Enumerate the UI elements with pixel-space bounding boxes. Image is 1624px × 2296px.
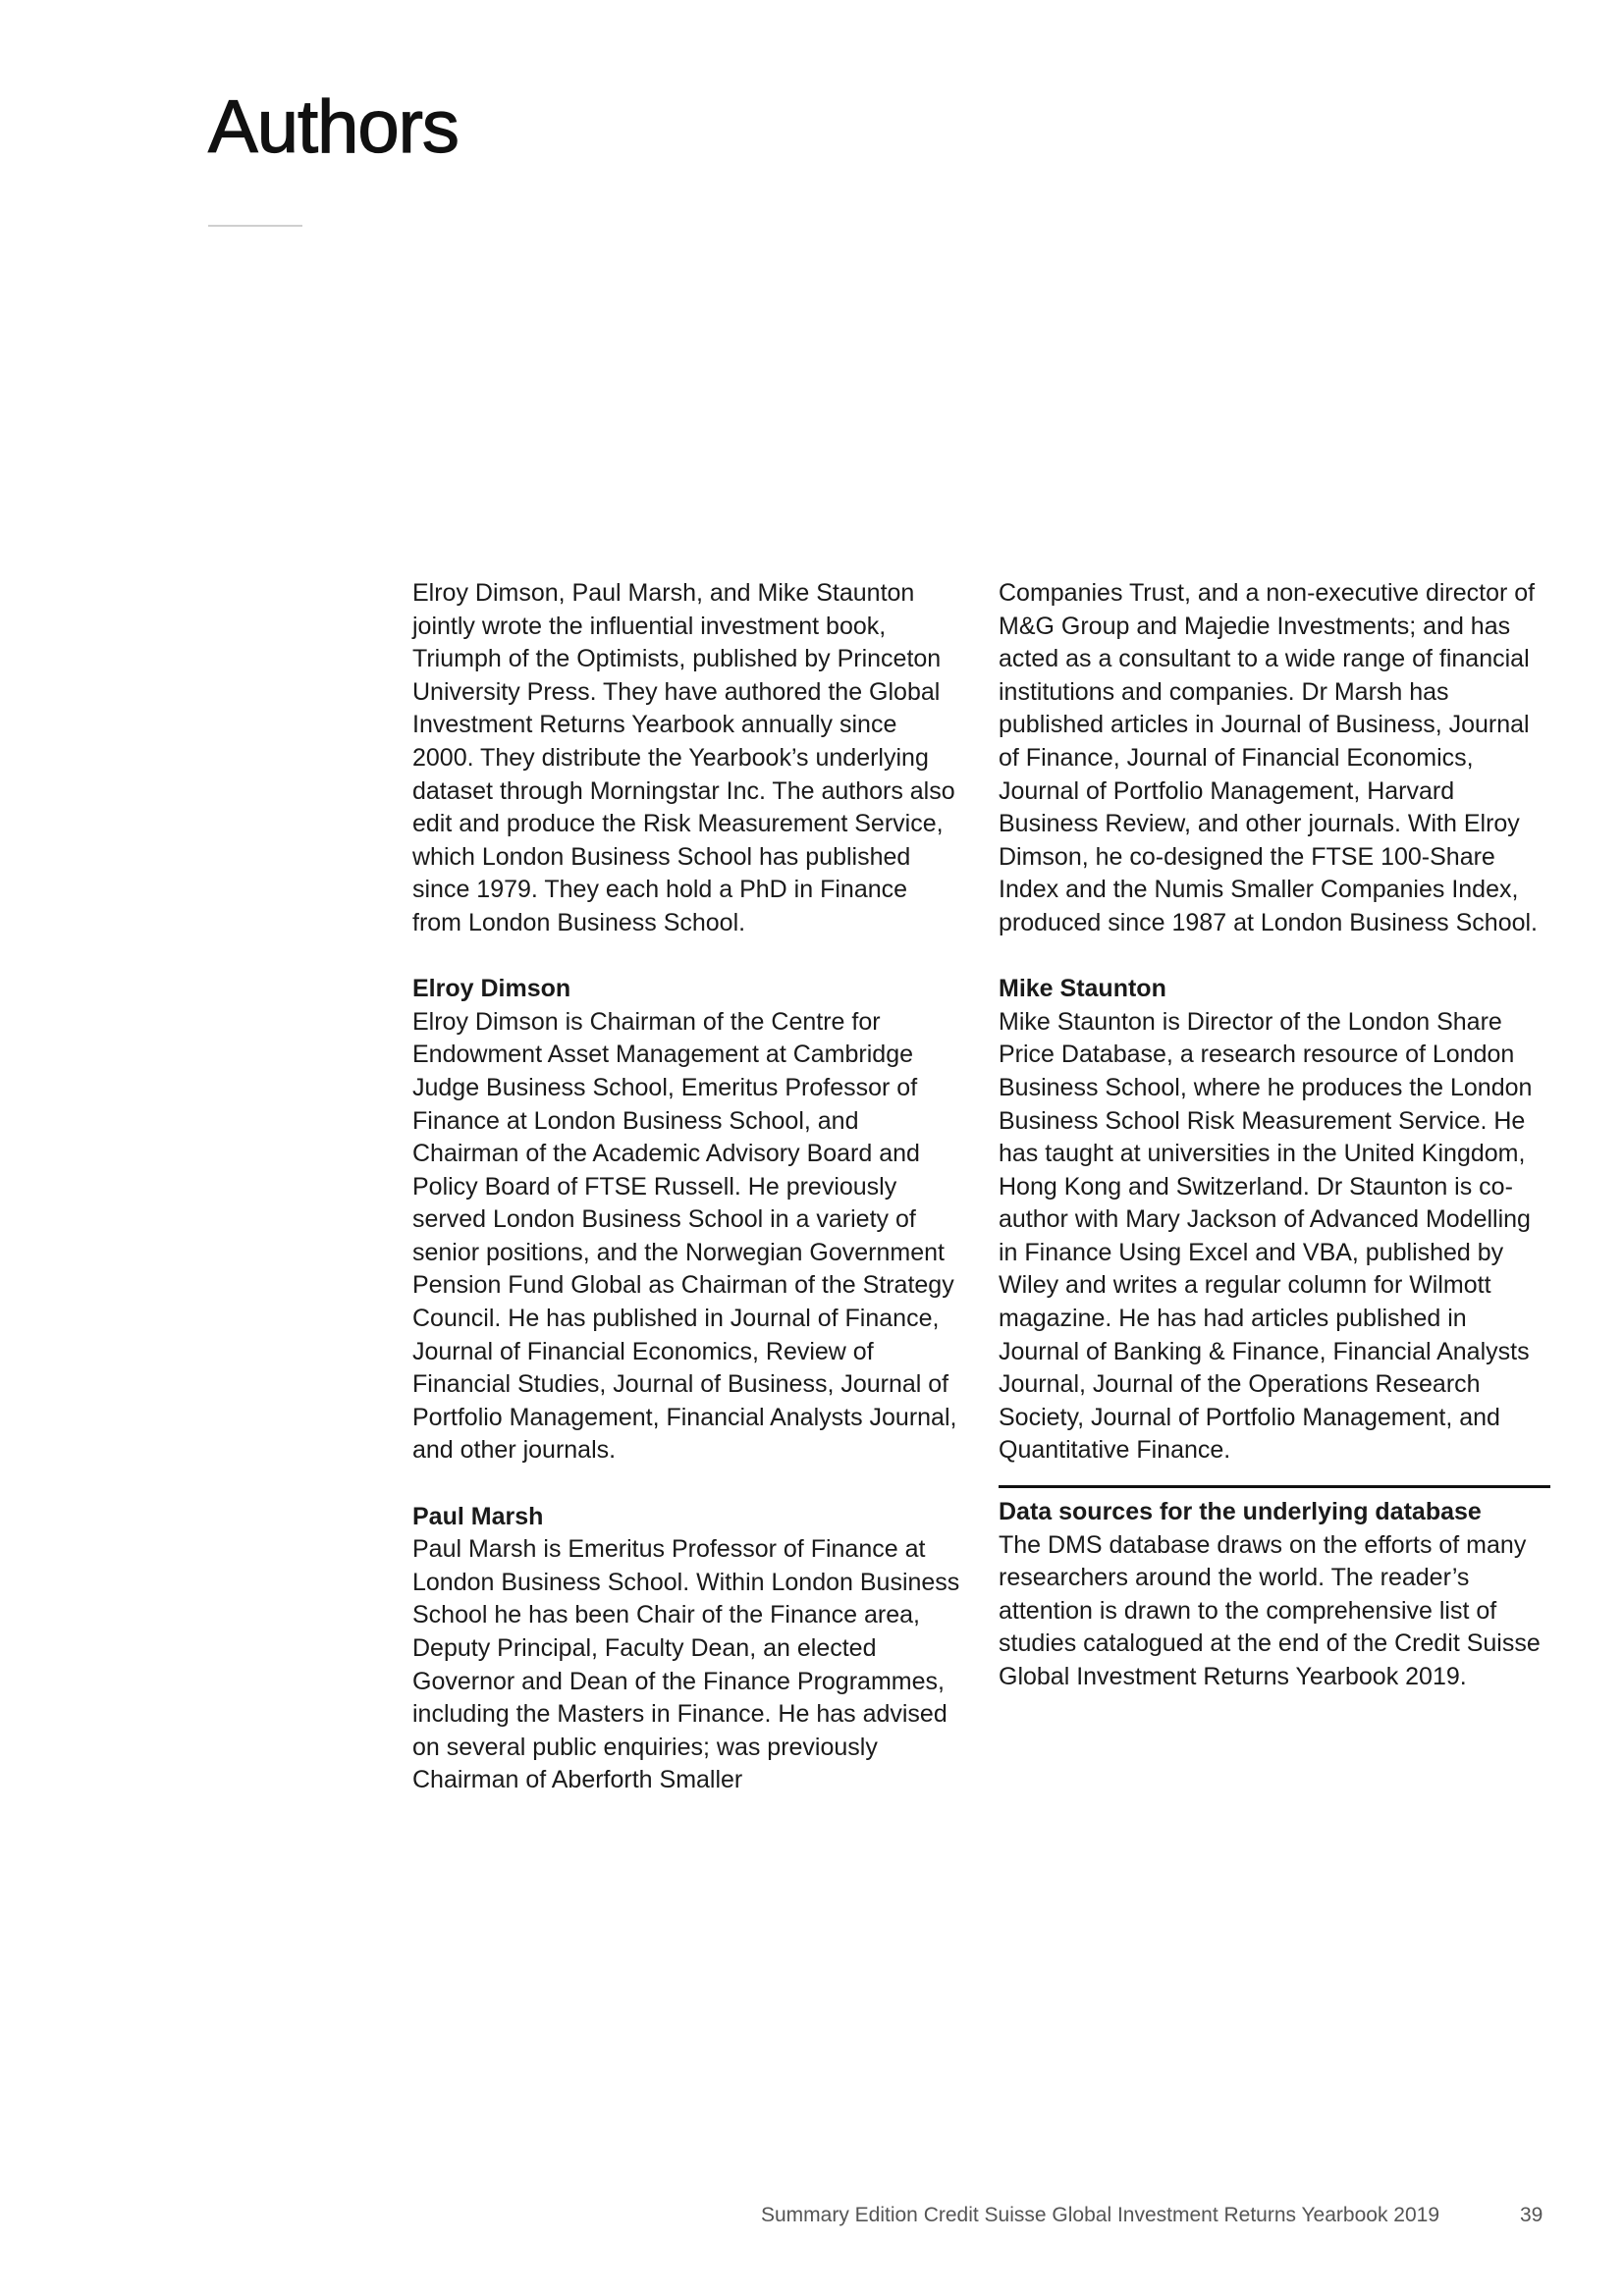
data-sources-heading: Data sources for the underlying database bbox=[999, 1498, 1482, 1526]
author-bio-staunton: Mike Staunton is Director of the London Share Price Database, a research resource of London Business School, where he produces the London Business School Risk Measurement Service. He has taught at universities in the United Kingdom, Hong Kong and Switzerland. Dr Staunton is co-author with Mary Jackson of Advanced Modelling in Finance Using Excel and VBA, published by Wiley and writes a regular column for Wilmott magazine. He has had articles published in Journal of Banking & Finance, Financial Analysts Journal, Journal of the Operations Research Society, Journal of Portfolio Management, and Quantitative Finance. bbox=[999, 1007, 1533, 1465]
title-divider bbox=[208, 225, 302, 227]
author-name-dimson: Elroy Dimson bbox=[412, 975, 571, 1003]
data-sources-text: The DMS database draws on the efforts of many researchers around the world. The reader’s attention is drawn to the comprehensive list of studies catalogued at the end of the Credit Suisse Global Investment Returns Yearbook 2019. bbox=[999, 1530, 1541, 1690]
page-title: Authors bbox=[208, 85, 459, 169]
author-name-staunton: Mike Staunton bbox=[999, 975, 1166, 1003]
author-bio-dimson: Elroy Dimson is Chairman of the Centre for Endowment Asset Management at Cambridge Judge Business School, Emeritus Professor of Finance at London Business School, and Chairman of the Academic Advisory Board and Policy Board of FTSE Russell. He previously served London Business School in a variety of senior positions, and the Norwegian Government Pension Fund Global as Chairman of the Strategy Council. He has published in Journal of Finance, Journal of Financial Economics, Review of Financial Studies, Journal of Business, Journal of Portfolio Management, Financial Analysts Journal, and other journals. bbox=[412, 1007, 957, 1465]
author-bio-marsh: Paul Marsh is Emeritus Professor of Finance at London Business School. Within London Business School he has been Chair of the Finance area, Deputy Principal, Faculty Dean, an elected Governor and Dean of the Finance Programmes, including the Masters in Finance. He has advised on several public enquiries; was previously Chairman of Aberforth Smaller bbox=[412, 1535, 960, 1794]
spacer bbox=[412, 1468, 962, 1501]
data-sources-box bbox=[999, 1485, 1550, 1694]
spacer bbox=[999, 940, 1550, 974]
author-name-marsh: Paul Marsh bbox=[412, 1502, 544, 1530]
author-bio-marsh-continued: Companies Trust, and a non-executive director of M&G Group and Majedie Investments; and has acted as a consultant to a wide range of financial institutions and companies. Dr Marsh has published articles in Journal of Business, Journal of Finance, Journal of Financial Economics, Journal of Portfolio Management, Harvard Business Review, and other journals. With Elroy Dimson, he co-designed the FTSE 100-Share Index and the Numis Smaller Companies Index, produced since 1987 at London Business School. bbox=[999, 579, 1538, 936]
page-footer bbox=[0, 2204, 1624, 2233]
spacer bbox=[412, 940, 962, 974]
right-column bbox=[999, 577, 1550, 1694]
footer-publication: Summary Edition Credit Suisse Global Investment Returns Yearbook 2019 bbox=[760, 2204, 1439, 2226]
page-number: 39 bbox=[1520, 2204, 1543, 2226]
left-column bbox=[412, 577, 962, 1797]
intro-paragraph: Elroy Dimson, Paul Marsh, and Mike Staunton jointly wrote the influential investment book, Triumph of the Optimists, published by Princeton University Press. They have authored the Global Investment Returns Yearbook annually since 2000. They distribute the Yearbook’s underlying dataset through Morningstar Inc. The authors also edit and produce the Risk Measurement Service, which London Business School has published since 1979. They each hold a PhD in Finance from London Business School. bbox=[412, 579, 955, 936]
